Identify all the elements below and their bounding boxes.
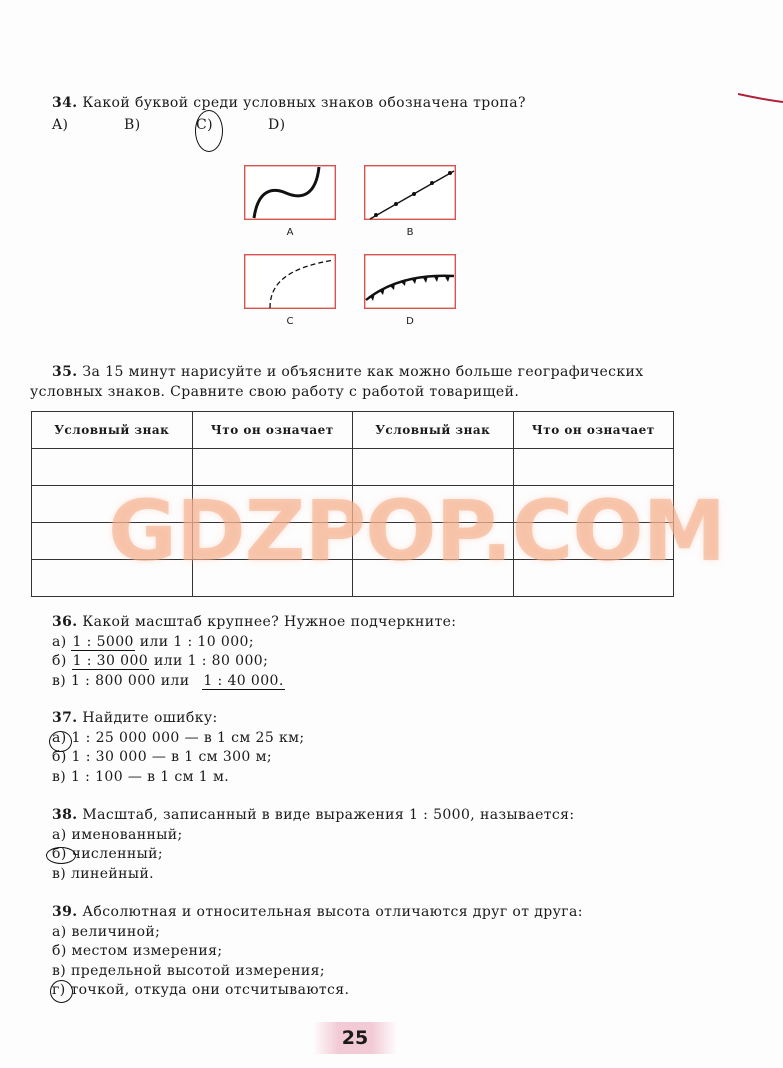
table-cell[interactable]: [32, 560, 193, 597]
question-36-text: [52, 613, 456, 633]
option-prefix: а): [52, 633, 67, 650]
path-sign-c: [244, 254, 336, 309]
option-b[interactable]: B): [124, 116, 141, 133]
table-cell[interactable]: [513, 449, 674, 486]
table-cell[interactable]: [353, 449, 514, 486]
question-number: 37.: [52, 710, 78, 726]
option-or: или: [153, 653, 183, 669]
figure-label-d: D: [406, 316, 414, 327]
option-a[interactable]: а) именованный;: [52, 826, 183, 843]
option-left[interactable]: 1 : 800 000: [71, 672, 156, 689]
question-text: Абсолютная и относительная высота отличаются друг от друга:: [82, 904, 583, 920]
question-number: 36.: [52, 614, 78, 630]
path-sign-a: [244, 165, 336, 220]
header-sign-1: Условный знак: [32, 412, 193, 449]
table-row: [32, 523, 674, 560]
watermark: GDZPOP.COM: [108, 482, 726, 580]
table-row: [32, 449, 674, 486]
option-c[interactable]: в) предельной высотой измерения;: [52, 962, 325, 979]
page-number: 25: [313, 1022, 397, 1054]
option-b[interactable]: б) 1 : 30 000 — в 1 см 300 м;: [52, 749, 273, 765]
figure-c: [244, 254, 336, 309]
option-right[interactable]: 1 : 10 000;: [173, 633, 254, 650]
table-cell[interactable]: [353, 486, 514, 523]
figure-d: [364, 254, 456, 309]
table-cell[interactable]: [353, 523, 514, 560]
question-38: [52, 806, 575, 884]
option-or: или: [139, 633, 169, 650]
table-cell[interactable]: [192, 560, 353, 597]
question-34-text: [52, 94, 526, 114]
option-c[interactable]: C): [196, 116, 213, 133]
option-prefix: б): [52, 653, 67, 669]
pen-mark: [738, 92, 783, 106]
header-sign-2: Условный знак: [353, 412, 514, 449]
question-37-text: [52, 709, 305, 729]
table-cell[interactable]: [513, 486, 674, 523]
question-35-line1: [30, 363, 644, 383]
question-number: 35.: [52, 364, 78, 380]
option-a[interactable]: A): [52, 116, 69, 133]
header-meaning-2: Что он означает: [513, 412, 674, 449]
question-number: 39.: [52, 904, 78, 920]
table-cell[interactable]: [192, 523, 353, 560]
option-d[interactable]: г) точкой, откуда они отсчитываются.: [52, 982, 350, 998]
table-cell[interactable]: [513, 523, 674, 560]
table-row: [32, 486, 674, 523]
question-39-text: [52, 903, 583, 923]
question-text: Масштаб, записанный в виде выражения 1 : 5000, называется:: [82, 807, 575, 823]
option-c: [52, 672, 456, 692]
table-row: [32, 560, 674, 597]
table-cell[interactable]: [513, 560, 674, 597]
option-a: [52, 633, 456, 653]
question-37: [52, 709, 305, 787]
option-b: [52, 652, 456, 672]
option-right-underlined[interactable]: 1 : 40 000.: [203, 672, 284, 689]
option-c[interactable]: в) линейный.: [52, 865, 155, 882]
question-text: Какой буквой среди условных знаков обозначена тропа?: [82, 95, 526, 111]
header-meaning-1: Что он означает: [192, 412, 353, 449]
table-cell[interactable]: [192, 486, 353, 523]
option-b[interactable]: б) численный;: [52, 846, 163, 862]
table-cell[interactable]: [32, 449, 193, 486]
question-38-text: [52, 806, 575, 826]
path-sign-b: [364, 165, 456, 220]
table-header-row: [32, 412, 674, 449]
question-text: Какой масштаб крупнее? Нужное подчеркните:: [82, 614, 457, 630]
question-34: [52, 94, 526, 135]
figure-a: [244, 165, 336, 220]
option-or: или: [160, 672, 190, 689]
option-c[interactable]: в) 1 : 100 — в 1 см 1 м.: [52, 768, 230, 785]
question-39: [52, 903, 583, 1001]
figure-label-a: A: [286, 227, 294, 238]
path-sign-d: [364, 254, 456, 309]
option-prefix: в): [52, 672, 67, 689]
figure-label-c: C: [286, 316, 294, 327]
option-left-underlined[interactable]: 1 : 5000: [72, 633, 134, 650]
question-35-line2: условных знаков. Сравните свою работу с работой товарищей.: [30, 383, 520, 400]
option-d[interactable]: D): [268, 116, 286, 133]
option-b[interactable]: б) местом измерения;: [52, 943, 223, 959]
question-35: [30, 363, 644, 402]
figure-b: [364, 165, 456, 220]
table-cell[interactable]: [192, 449, 353, 486]
signs-table: [31, 411, 674, 597]
option-a[interactable]: а) величиной;: [52, 923, 161, 940]
question-34-options: [52, 116, 526, 136]
question-number: 34.: [52, 95, 78, 111]
option-left-underlined[interactable]: 1 : 30 000: [72, 653, 149, 669]
table-cell[interactable]: [32, 523, 193, 560]
question-text: Найдите ошибку:: [82, 710, 218, 726]
option-a[interactable]: а) 1 : 25 000 000 — в 1 см 25 км;: [52, 729, 305, 746]
table-cell[interactable]: [353, 560, 514, 597]
figure-label-b: B: [406, 227, 414, 238]
table-cell[interactable]: [32, 486, 193, 523]
option-right[interactable]: 1 : 80 000;: [187, 653, 269, 669]
question-text: За 15 минут нарисуйте и объясните как можно больше географических: [82, 364, 644, 380]
question-36: [52, 613, 456, 691]
question-number: 38.: [52, 807, 78, 823]
